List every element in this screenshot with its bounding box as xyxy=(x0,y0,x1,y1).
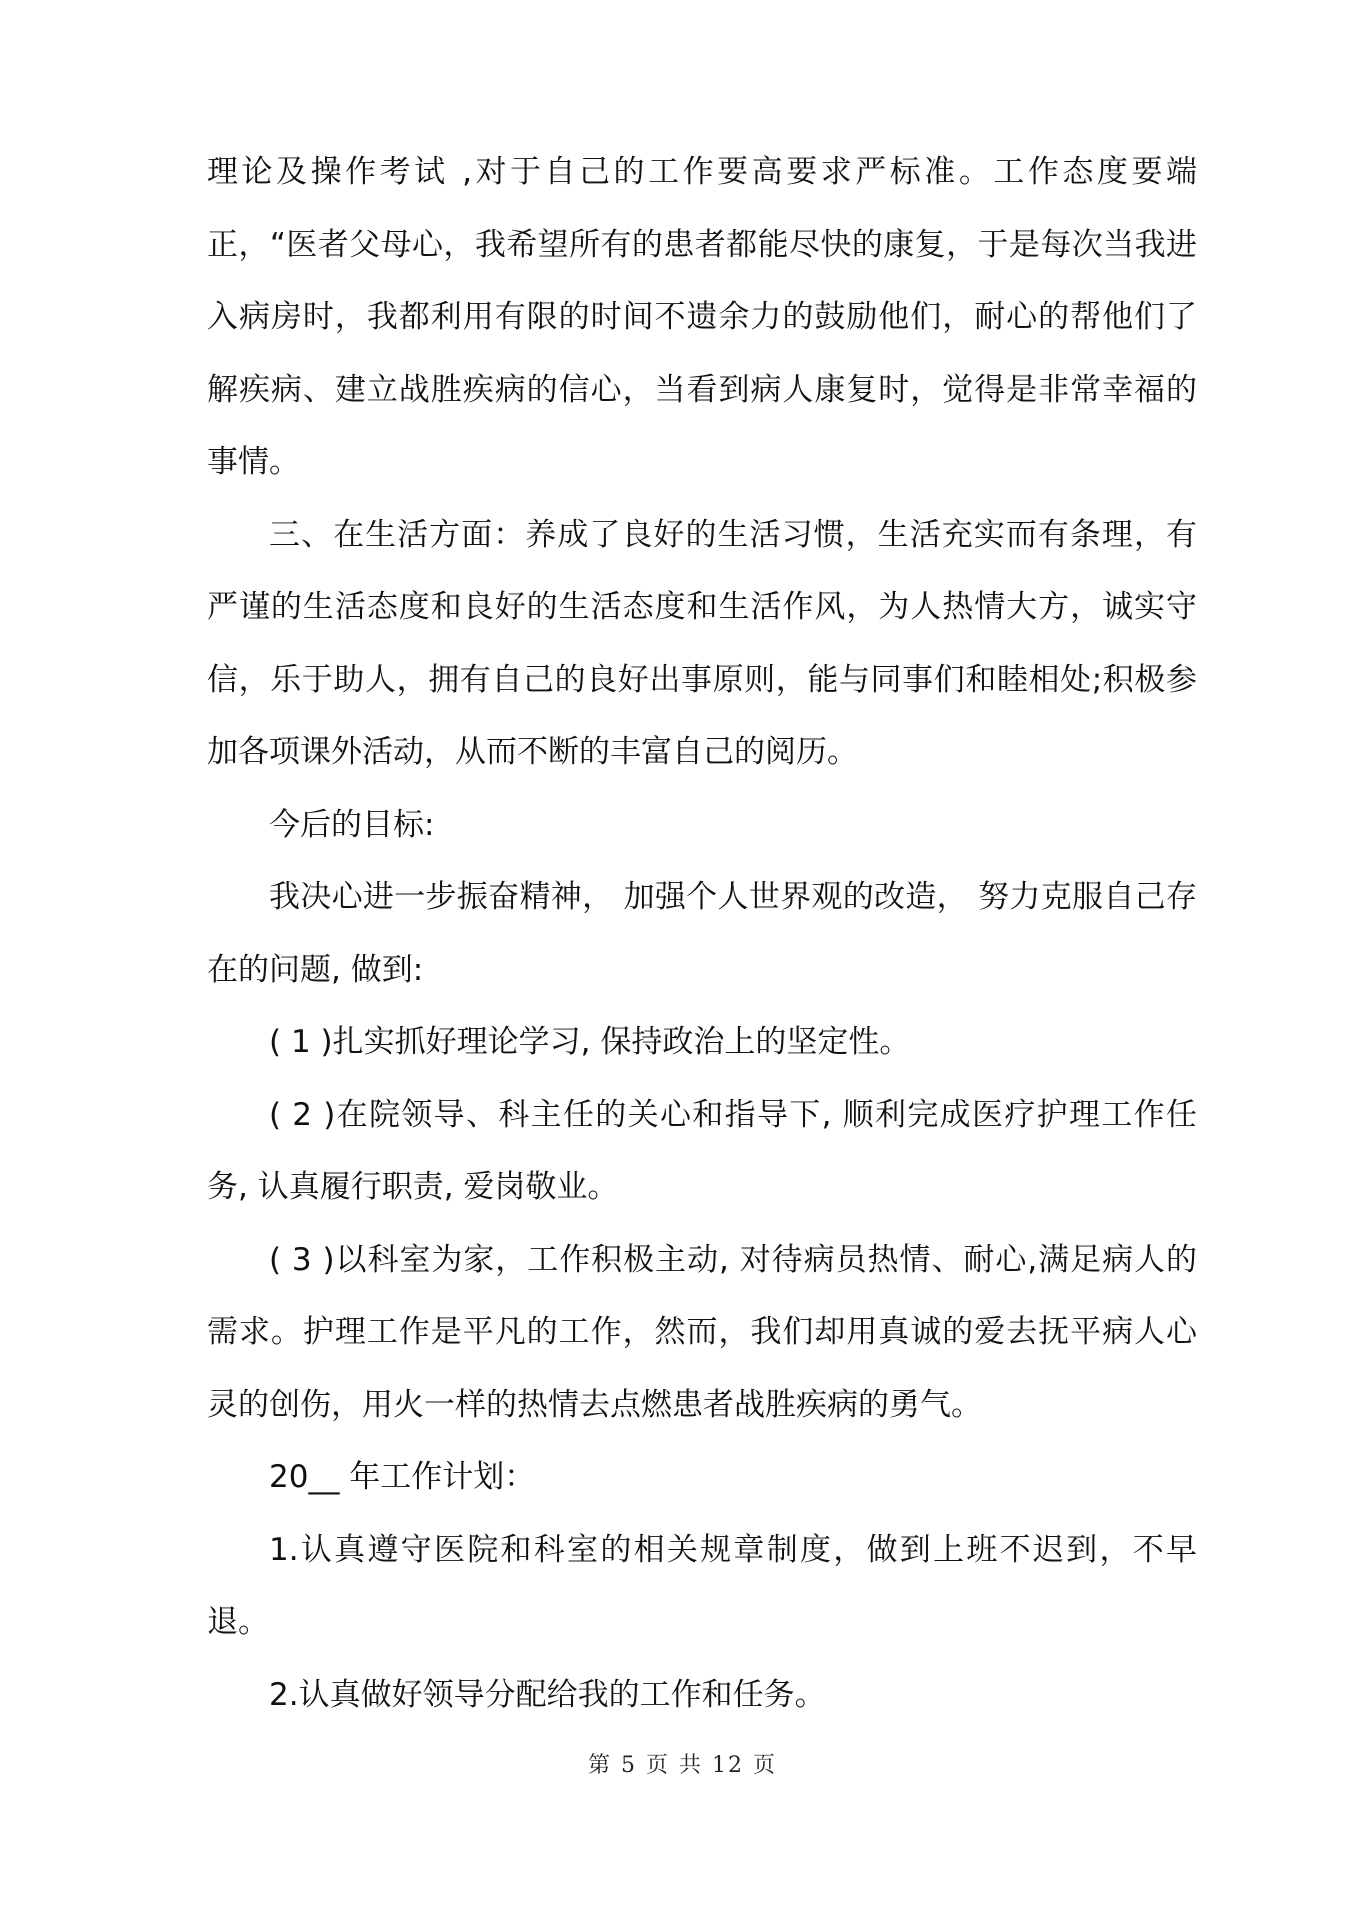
document-body xyxy=(207,136,1197,1731)
paragraph-10: 2.认真做好领导分配给我的工作和任务。 xyxy=(269,1676,826,1713)
paragraph-9: 1.认真遵守医院和科室的相关规章制度，做到上班不迟到，不早退。 xyxy=(207,1531,1197,1640)
paragraph-2: 三、在生活方面：养成了良好的生活习惯，生活充实而有条理，有严谨的生活态度和良好的生活态度和生活作风，为人热情大方，诚实守信，乐于助人，拥有自己的良好出事原则，能与同事们和睦相处;积极参加各项课外活动，从而不断的丰富自己的阅历。 xyxy=(207,516,1197,770)
paragraph-8: 20__ 年工作计划： xyxy=(269,1459,536,1495)
paragraph-4: 我决心进一步振奋精神， 加强个人世界观的改造， 努力克服自己存在的问题, 做到: xyxy=(207,879,1197,988)
paragraph-5: ( 1 )扎实抓好理论学习, 保持政治上的坚定性。 xyxy=(269,1024,911,1060)
paragraph-7: ( 3 )以科室为家，工作积极主动, 对待病员热情、耐心,满足病人的需求。护理工作是平凡的工作，然而，我们却用真诚的爱去抚平病人心灵的创伤，用火一样的热情去点燃患者战胜疾病的勇气。 xyxy=(207,1241,1197,1423)
paragraph-3: 今后的目标: xyxy=(269,806,435,843)
paragraph-6: ( 2 )在院领导、科主任的关心和指导下, 顺利完成医疗护理工作任务, 认真履行职责, 爱岗敬业。 xyxy=(207,1096,1197,1205)
paragraph-1: 理论及操作考试 ,对于自己的工作要高要求严标准。工作态度要端正，“医者父母心，我希望所有的患者都能尽快的康复，于是每次当我进入病房时，我都利用有限的时间不遗余力的鼓励他们，耐心的帮他们了解疾病、建立战胜疾病的信心，当看到病人康复时，觉得是非常幸福的事情。 xyxy=(207,154,1197,480)
page-number-footer: 第 5 页 共 12 页 xyxy=(588,1753,777,1778)
